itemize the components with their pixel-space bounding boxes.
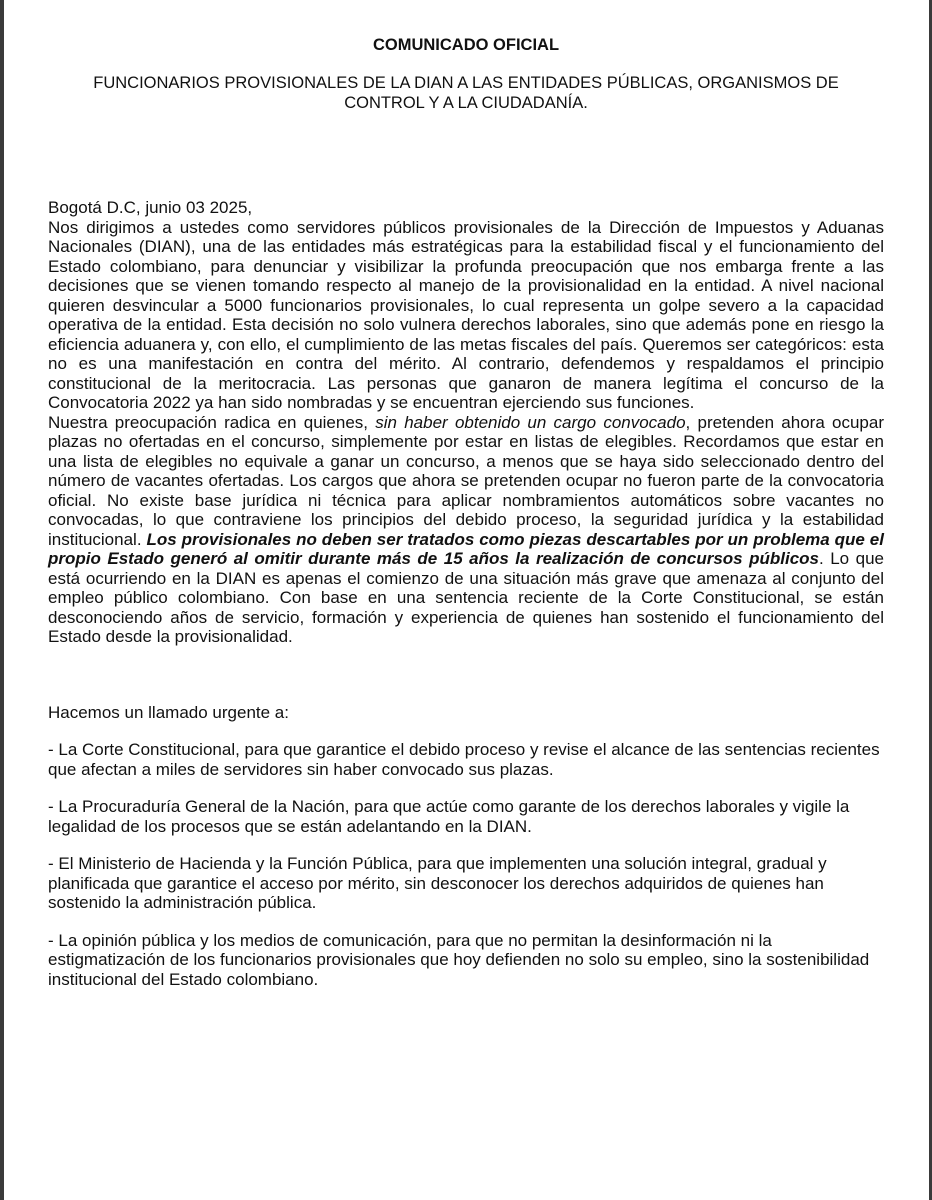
call-item: - La opinión pública y los medios de comunicación, para que no permitan la desinformación ni la estigmatización de los funcionarios provisionales que hoy defienden no solo su empleo, sino la sostenibilidad institucional del Estado colombiano. <box>48 930 870 989</box>
paragraph-1: Nos dirigimos a ustedes como servidores públicos provisionales de la Dirección de Impuestos y Aduanas Nacionales (DIAN), una de las entidades más estratégicas para la estabilidad fiscal y el funcionamiento del Estado colombiano, para denunciar y visibilizar la profunda preocupación que nos embarga frente a las decisiones que se vienen tomando respecto al manejo de la provisionalidad en la entidad. A nivel nacional quieren desvincular a 5000 funcionarios provisionales, lo cual representa un golpe severo a la capacidad operativa de la entidad. Esta decisión no solo vulnera derechos laborales, sino que además pone en riesgo la eficiencia aduanera y, con ello, el cumplimiento de las metas fiscales del país. Queremos ser categóricos: esta no es una manifestación en contra del mérito. Al contrario, defendemos y respaldamos el principio constitucional de la meritocracia. Las personas que ganaron de manera legítima el concurso de la Convocatoria 2022 ya han sido nombradas y se encuentran ejerciendo sus funciones. <box>48 217 884 412</box>
paragraph-2 <box>48 413 884 647</box>
document-date: Bogotá D.C, junio 03 2025, <box>48 198 253 217</box>
call-item: - El Ministerio de Hacienda y la Función Pública, para que implementen una solución integral, gradual y planificada que garantice el acceso por mérito, sin desconocer los derechos adquiridos de quienes han sostenido la administración pública. <box>48 854 827 912</box>
call-item: - La Corte Constitucional, para que garantice el debido proceso y revise el alcance de las sentencias recientes que afectan a miles de servidores sin haber convocado sus plazas. <box>48 740 880 779</box>
paragraph-2-italic: sin haber obtenido un cargo convocado <box>375 412 686 432</box>
call-intro: Hacemos un llamado urgente a: <box>48 702 289 722</box>
left-scan-edge <box>0 0 4 1200</box>
document-title: COMUNICADO OFICIAL <box>372 36 560 54</box>
paragraph-2-text-b: , pretenden ahora ocupar plazas no ofertadas en el concurso, simplemente por estar en listas de elegibles. Recordamos que estar en una lista de elegibles no equivale a ganar un concurso, a menos que se haya sido seleccionado dentro del número de vacantes ofertadas. Los cargos que ahora se pretenden ocupar no fueron parte de la convocatoria oficial. No existe base jurídica ni técnica para aplicar nombramientos automáticos sobre vacantes no convocadas, lo que contraviene los principios del debido proceso, la seguridad jurídica y la estabilidad institucional. <box>48 412 885 549</box>
document-subtitle: FUNCIONARIOS PROVISIONALES DE LA DIAN A LAS ENTIDADES PÚBLICAS, ORGANISMOS DE CONTROL Y A LA CIUDADANÍA. <box>93 74 839 112</box>
document-body <box>48 36 884 989</box>
paragraph-2-text-a: Nuestra preocupación radica en quienes, <box>48 412 376 432</box>
call-list <box>48 740 884 989</box>
paragraph-2-bold-italic: Los provisionales no deben ser tratados como piezas descartables por un problema que el propio Estado generó al omitir durante más de 15 años la realización de concursos públicos <box>48 529 884 568</box>
call-item: - La Procuraduría General de la Nación, para que actúe como garante de los derechos laborales y vigile la legalidad de los procesos que se están adelantando en la DIAN. <box>48 797 850 836</box>
paragraph-2-text-c: . Lo que está ocurriendo en la DIAN es apenas el comienzo de una situación más grave que amenaza al conjunto del empleo público colombiano. Con base en una sentencia reciente de la Corte Constitucional, se están desconociendo años de servicio, formación y experiencia de quienes han sostenido el funcionamiento del Estado desde la provisionalidad. <box>48 549 884 646</box>
